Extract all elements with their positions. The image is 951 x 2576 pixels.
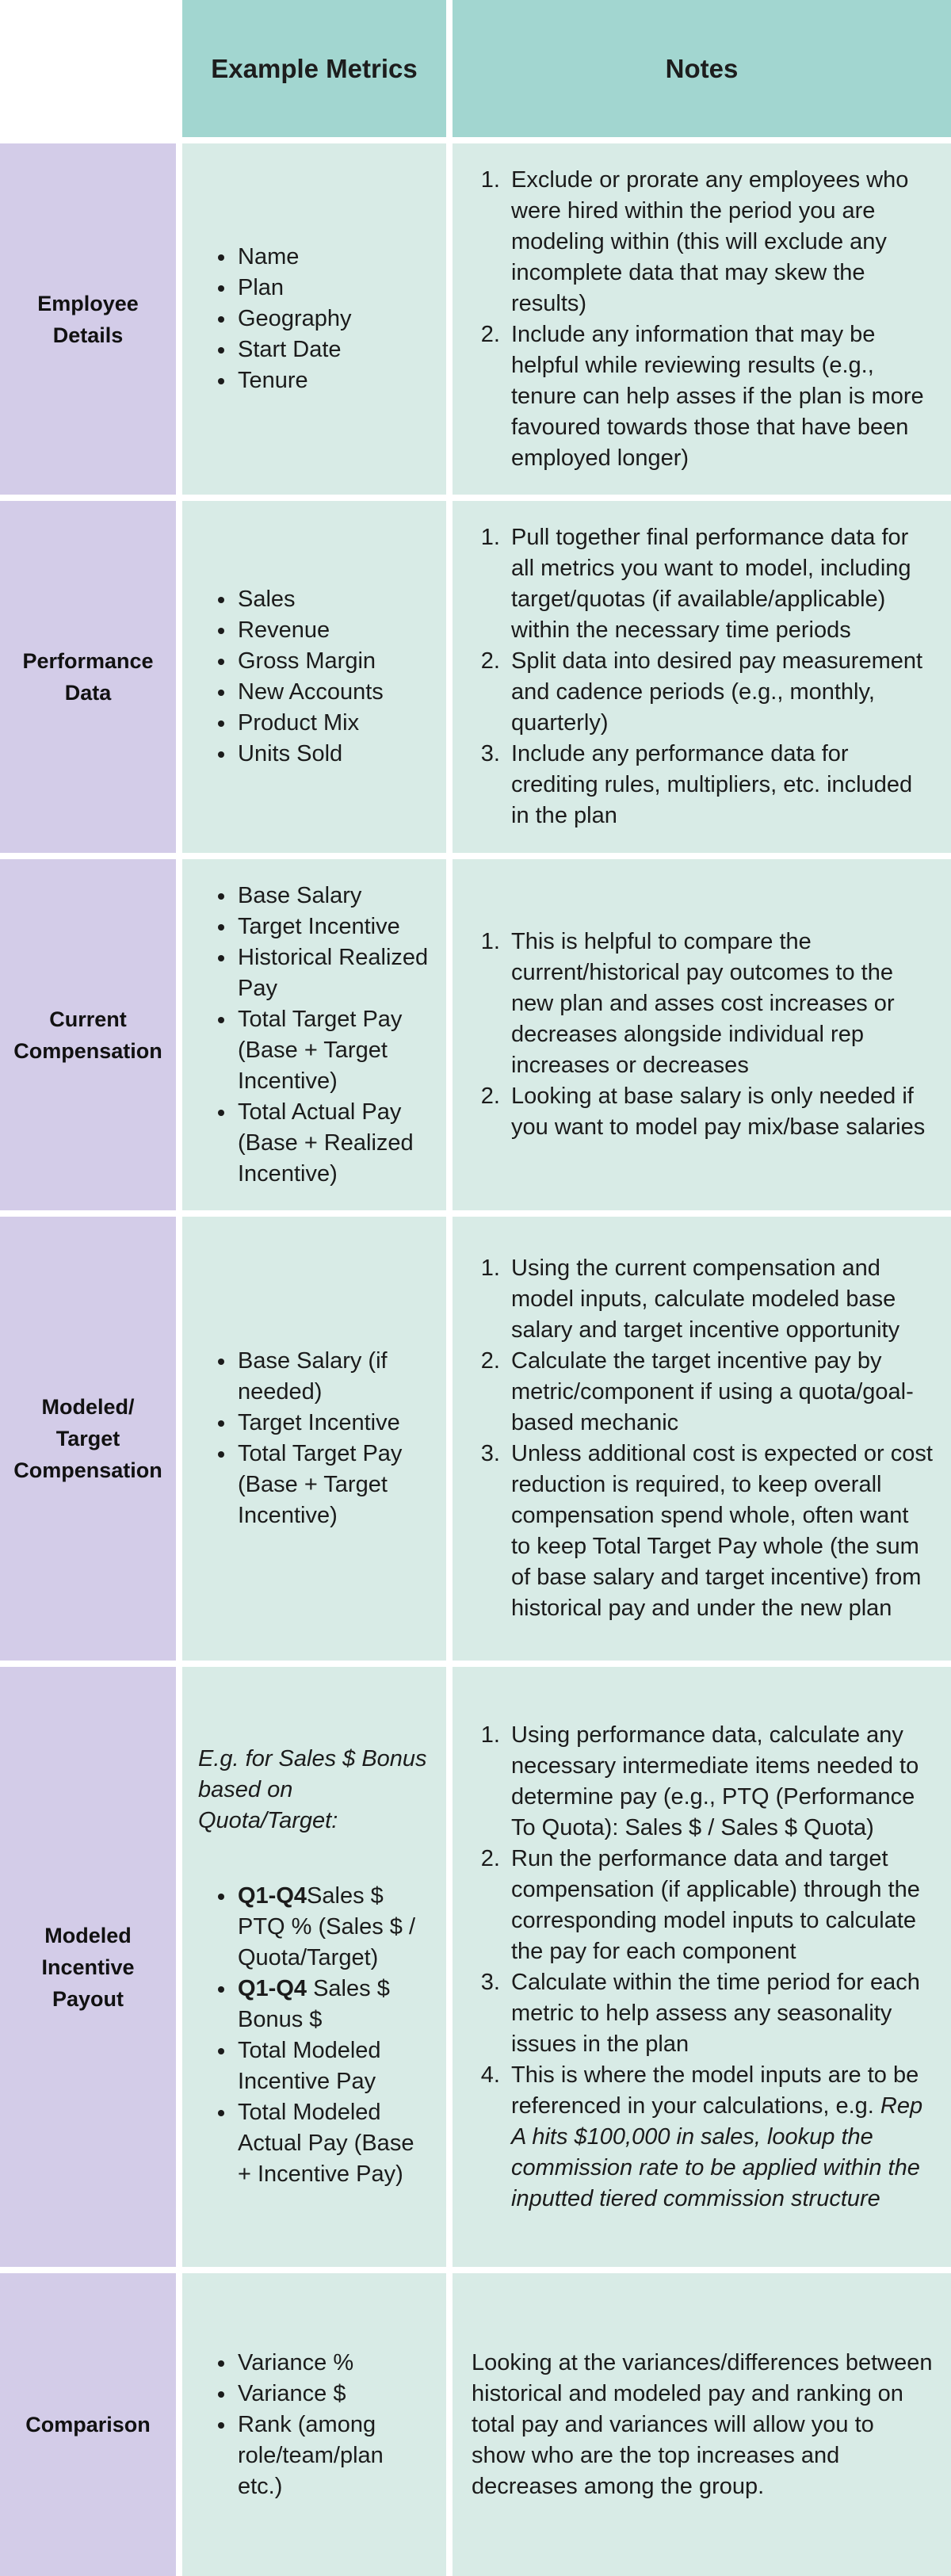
- note-item: 1. Exclude or prorate any employees who were hired within the period you are modeling within (this will exclude any incomplete data that may skew the results): [506, 165, 934, 319]
- metric-item: • Base Salary: [236, 881, 430, 912]
- note-item: 2. Include any information that may be helpful while reviewing results (e.g., tenure can help asses if the plan is more favoured towards those that have been employed longer): [506, 319, 934, 474]
- header-corner: [0, 0, 176, 137]
- metric-item: • Rank (among role/team/plan etc.): [236, 2410, 430, 2502]
- note-item: [506, 2060, 934, 2215]
- note-item: 2. Calculate the target incentive pay by metric/component if using a quota/goal-based mechanic: [506, 1346, 934, 1439]
- metric-item: [236, 1881, 430, 1974]
- row-label-text: Modeled Incentive Payout: [41, 1923, 135, 2011]
- note-item: 1. This is helpful to compare the current/historical pay outcomes to the new plan and asses cost increases or decreases alongside individual rep increases or decreases: [506, 927, 934, 1081]
- metrics-list: [198, 1346, 430, 1531]
- metric-item: • Start Date: [236, 334, 352, 365]
- metric-item: • Variance $: [236, 2379, 430, 2410]
- metric-item: • Revenue: [236, 615, 384, 646]
- metric-item: • Target Incentive: [236, 1408, 430, 1439]
- note-item: 1. Pull together final performance data for all metrics you want to model, including target/quotas (if available/applicable) within the necessary time periods: [506, 522, 934, 646]
- metric-bold-prefix: Q1-Q4: [238, 1883, 307, 1909]
- metrics-list: [198, 584, 384, 770]
- metrics-cell-performance-data: [182, 501, 446, 853]
- metric-item: [236, 1974, 430, 2035]
- notes-cell-modeled-target-compensation: [453, 1217, 951, 1661]
- metrics-cell-comparison: [182, 2273, 446, 2576]
- note-item: 2. Split data into desired pay measurement and cadence periods (e.g., monthly, quarterly): [506, 646, 934, 739]
- metric-item: • Target Incentive: [236, 912, 430, 942]
- notes-list: [468, 522, 934, 831]
- notes-list: [468, 927, 934, 1143]
- note-item: 3. Calculate within the time period for each metric to help assess any seasonality issues in the plan: [506, 1967, 934, 2060]
- metric-item: • Product Mix: [236, 708, 384, 739]
- metrics-cell-employee-details: [182, 143, 446, 495]
- note-item: 1. Using performance data, calculate any necessary intermediate items needed to determine pay (e.g., PTQ (Performance To Quota): Sales $ / Sales $ Quota): [506, 1720, 934, 1844]
- metric-item: • Total Target Pay (Base + Target Incentive): [236, 1004, 430, 1097]
- row-label-performance-data: [0, 501, 176, 853]
- row-label-text: Employee Details: [37, 291, 139, 347]
- metrics-content: [198, 1744, 430, 2190]
- notes-cell-comparison: [453, 2273, 951, 2576]
- metrics-list: [198, 1881, 430, 2190]
- notes-list: [468, 1720, 934, 2215]
- metric-item: • Tenure: [236, 365, 352, 396]
- metrics-intro: E.g. for Sales $ Bonus based on Quota/Target:: [198, 1746, 427, 1833]
- metric-item: • Geography: [236, 304, 352, 334]
- metric-bold-prefix: Q1-Q4: [238, 1976, 307, 2001]
- metric-item: • Base Salary (if needed): [236, 1346, 430, 1408]
- metric-item: • Sales: [236, 584, 384, 615]
- row-label-current-compensation: [0, 859, 176, 1210]
- row-label-text: Performance Data: [22, 649, 154, 705]
- notes-cell-performance-data: [453, 501, 951, 853]
- header-notes: [453, 0, 951, 137]
- metric-item: [236, 2097, 430, 2190]
- row-label-text: Comparison: [25, 2413, 151, 2436]
- notes-cell-modeled-incentive-payout: [453, 1667, 951, 2267]
- metric-item: • Gross Margin: [236, 646, 384, 677]
- note-item: 2. Run the performance data and target compensation (if applicable) through the corresponding model inputs to calculate the pay for each component: [506, 1844, 934, 1967]
- metric-text: Total Modeled Incentive Pay: [238, 2038, 381, 2094]
- comparison-note: Looking at the variances/differences between historical and modeled pay and ranking on total pay and variances will allow you to show who are the top increases and decreases among the group.: [472, 2349, 933, 2499]
- note-item: 1. Using the current compensation and model inputs, calculate modeled base salary and target incentive opportunity: [506, 1253, 934, 1346]
- header-example-metrics: [182, 0, 446, 137]
- metric-item: • Variance %: [236, 2348, 430, 2379]
- note-plain-text: This is where the model inputs are to be referenced in your calculations, e.g.: [511, 2062, 919, 2119]
- metric-item: • Total Actual Pay (Base + Realized Incentive): [236, 1097, 430, 1190]
- notes-list: [468, 165, 934, 474]
- metric-item: • Total Target Pay (Base + Target Incentive): [236, 1439, 430, 1531]
- metric-text: Sales $ Bonus $: [238, 1976, 390, 2032]
- note-item: 3. Unless additional cost is expected or cost reduction is required, to keep overall compensation spend whole, often want to keep Total Target Pay whole (the sum of base salary and target incentive) from historical pay and under the new plan: [506, 1439, 934, 1624]
- header-metrics-title: Example Metrics: [211, 53, 418, 83]
- note-item: 2. Looking at base salary is only needed if you want to model pay mix/base salaries: [506, 1081, 934, 1143]
- note-item: 3. Include any performance data for crediting rules, multipliers, etc. included in the plan: [506, 739, 934, 831]
- metrics-cell-modeled-target-compensation: [182, 1217, 446, 1661]
- notes-list: [468, 1253, 934, 1624]
- metric-item: • Units Sold: [236, 739, 384, 770]
- header-notes-title: Notes: [665, 53, 739, 83]
- metrics-cell-modeled-incentive-payout: [182, 1667, 446, 2267]
- row-label-modeled-incentive-payout: [0, 1667, 176, 2267]
- notes-cell-current-compensation: [453, 859, 951, 1210]
- row-label-modeled-target-compensation: [0, 1217, 176, 1661]
- metrics-cell-current-compensation: [182, 859, 446, 1210]
- note-italic-example: Rep A hits $100,000 in sales, lookup the commission rate to be applied within the inputted tiered commission structure: [511, 2093, 923, 2211]
- metric-text: Total Modeled Actual Pay (Base + Incentive Pay): [238, 2100, 414, 2187]
- metrics-list: [198, 881, 430, 1190]
- metrics-list: [198, 242, 352, 396]
- metric-text: Sales $ PTQ % (Sales $ / Quota/Target): [238, 1883, 416, 1970]
- metric-item: [236, 2035, 430, 2097]
- metric-item: • Historical Realized Pay: [236, 942, 430, 1004]
- row-label-comparison: [0, 2273, 176, 2576]
- row-label-text: Current Compensation: [13, 1007, 162, 1063]
- notes-cell-employee-details: [453, 143, 951, 495]
- row-label-text: Modeled/ Target Compensation: [13, 1395, 162, 1482]
- metric-item: • Plan: [236, 273, 352, 304]
- metric-item: • Name: [236, 242, 352, 273]
- metric-item: • New Accounts: [236, 677, 384, 708]
- row-label-employee-details: [0, 143, 176, 495]
- metrics-list: [198, 2348, 430, 2502]
